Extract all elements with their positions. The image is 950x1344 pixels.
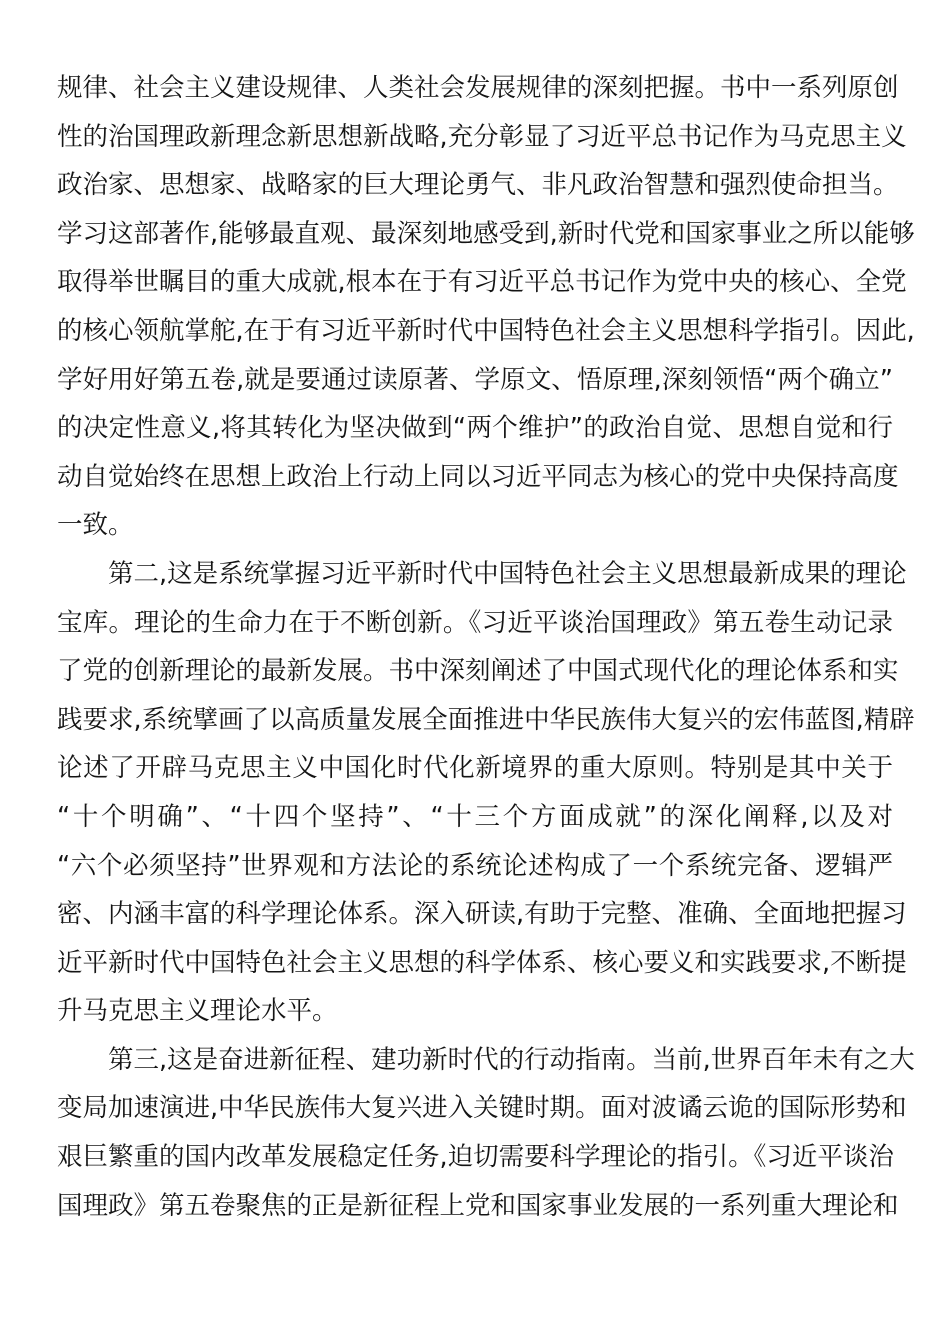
text-line: 国理政》第五卷聚焦的正是新征程上党和国家事业发展的一系列重大理论和 bbox=[57, 1190, 899, 1221]
text-line: 政治家、思想家、战略家的巨大理论勇气、非凡政治智慧和强烈使命担当。 bbox=[57, 170, 899, 201]
text-line: 近平新时代中国特色社会主义思想的科学体系、核心要义和实践要求,不断提 bbox=[57, 947, 907, 978]
text-line: 变局加速演进,中华民族伟大复兴进入关键时期。面对波谲云诡的国际形势和 bbox=[57, 1093, 907, 1124]
text-line: 规律、社会主义建设规律、人类社会发展规律的深刻把握。书中一系列原创 bbox=[57, 73, 899, 103]
text-line: 的决定性意义,将其转化为坚决做到“两个维护”的政治自觉、思想自觉和行 bbox=[57, 413, 893, 444]
text-line: “六个必须坚持”世界观和方法论的系统论述构成了一个系统完备、逻辑严 bbox=[57, 850, 893, 881]
text-line: 动自觉始终在思想上政治上行动上同以习近平同志为核心的党中央保持高度 bbox=[57, 461, 899, 492]
text-line: 学好用好第五卷,就是要通过读原著、学原文、悟原理,深刻领悟“两个确立” bbox=[57, 364, 893, 395]
text-line: 密、内涵丰富的科学理论体系。深入研读,有助于完整、准确、全面地把握习 bbox=[57, 899, 907, 930]
text-line: 了党的创新理论的最新发展。书中深刻阐述了中国式现代化的理论体系和实 bbox=[57, 656, 899, 687]
paragraph-end-line: 一致。 bbox=[57, 510, 134, 541]
text-line: 学习这部著作,能够最直观、最深刻地感受到,新时代党和国家事业之所以能够 bbox=[57, 218, 915, 249]
paragraph-end-line: 升马克思主义理论水平。 bbox=[57, 996, 338, 1027]
text-line: “十个明确”、“十四个坚持”、“十三个方面成就”的深化阐释,以及对 bbox=[57, 801, 893, 832]
text-line: 艰巨繁重的国内改革发展稳定任务,迫切需要科学理论的指引。《习近平谈治 bbox=[57, 1142, 894, 1173]
text-line: 论述了开辟马克思主义中国化时代化新境界的重大原则。特别是其中关于 bbox=[57, 753, 893, 784]
paragraph-first-line: 第三,这是奋进新征程、建功新时代的行动指南。当前,世界百年未有之大 bbox=[108, 1044, 915, 1075]
text-line: 宝库。理论的生命力在于不断创新。《习近平谈治国理政》第五卷生动记录 bbox=[57, 607, 893, 638]
text-line: 取得举世瞩目的重大成就,根本在于有习近平总书记作为党中央的核心、全党 bbox=[57, 267, 907, 298]
text-line: 性的治国理政新理念新思想新战略,充分彰显了习近平总书记作为马克思主义 bbox=[57, 121, 907, 152]
text-line: 践要求,系统擘画了以高质量发展全面推进中华民族伟大复兴的宏伟蓝图,精辟 bbox=[57, 704, 915, 735]
paragraph-first-line: 第二,这是系统掌握习近平新时代中国特色社会主义思想最新成果的理论 bbox=[108, 558, 907, 589]
body-text bbox=[57, 64, 915, 1230]
text-line: 的核心领航掌舵,在于有习近平新时代中国特色社会主义思想科学指引。因此, bbox=[57, 315, 915, 346]
